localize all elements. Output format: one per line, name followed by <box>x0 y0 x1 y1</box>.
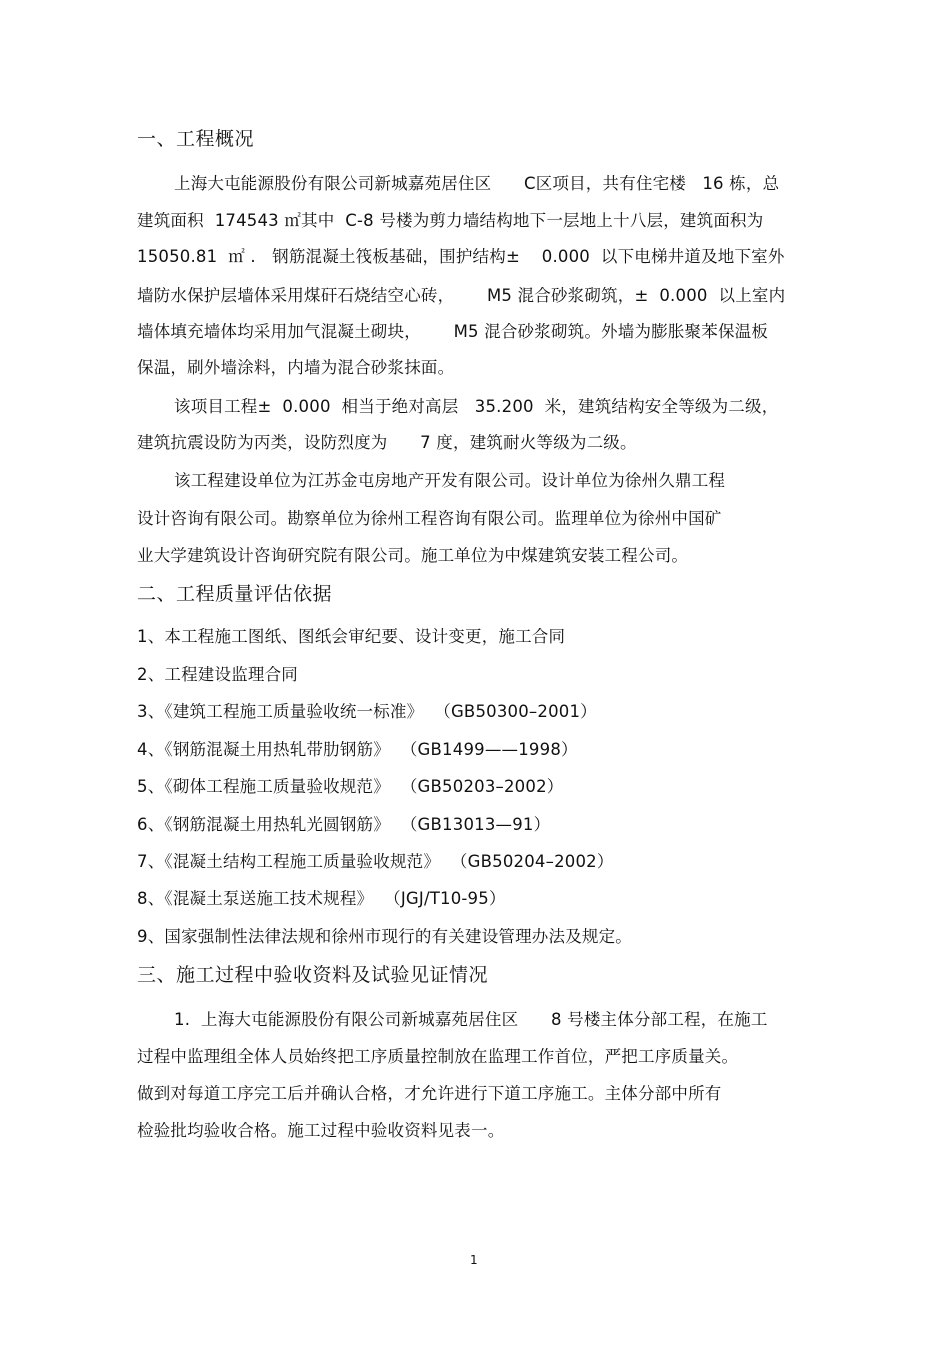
paragraph-line: 过程中监理组全体人员始终把工序质量控制放在监理工作首位，严把工序质量关。 <box>137 1047 739 1066</box>
paragraph-line: 设计咨询有限公司。勘察单位为徐州工程咨询有限公司。监理单位为徐州中国矿 <box>137 509 722 528</box>
paragraph-line: 该项目工程± 0.000 相当于绝对高层 35.200 米，建筑结构安全等级为二级， <box>174 397 779 416</box>
paragraph-line: 15050.81 ㎡ . 钢筋混凝土筏板基础，围护结构± 0.000 以下电梯井道及地下室外 <box>137 247 785 266</box>
section-1-heading: 一、工程概况 <box>137 128 255 150</box>
list-item: 1、本工程施工图纸、图纸会审纪要、设计变更，施工合同 <box>137 627 566 646</box>
list-item: 3、《建筑工程施工质量验收统一标准》 （GB50300–2001） <box>137 702 597 721</box>
paragraph-line: 保温，刷外墙涂料，内墙为混合砂浆抹面。 <box>137 358 455 377</box>
list-item: 7、《混凝土结构工程施工质量验收规范》 （GB50204–2002） <box>137 852 614 871</box>
paragraph-line: 做到对每道工序完工后并确认合格，才允许进行下道工序施工。主体分部中所有 <box>137 1084 722 1103</box>
paragraph-line: 建筑面积 174543 ㎡其中 C-8 号楼为剪力墙结构地下一层地上十八层，建筑面积为 <box>137 211 764 230</box>
list-item: 2、工程建设监理合同 <box>137 665 298 684</box>
list-item: 9、国家强制性法律法规和徐州市现行的有关建设管理办法及规定。 <box>137 927 632 946</box>
list-item: 5、《砌体工程施工质量验收规范》 （GB50203–2002） <box>137 777 564 796</box>
paragraph-line: 业大学建筑设计咨询研究院有限公司。施工单位为中煤建筑安装工程公司。 <box>137 546 689 565</box>
list-item: 8、《混凝土泵送施工技术规程》 （JGJ/T10-95） <box>137 889 506 908</box>
paragraph-line: 检验批均验收合格。施工过程中验收资料见表一。 <box>137 1121 505 1140</box>
section-2-heading: 二、工程质量评估依据 <box>137 583 333 605</box>
list-item: 4、《钢筋混凝土用热轧带肋钢筋》 （GB1499——1998） <box>137 740 578 759</box>
list-item: 6、《钢筋混凝土用热轧光圆钢筋》 （GB13013—91） <box>137 815 551 834</box>
section-3-heading: 三、施工过程中验收资料及试验见证情况 <box>137 964 489 986</box>
paragraph-line: 上海大屯能源股份有限公司新城嘉苑居住区 C区项目，共有住宅楼 16 栋，总 <box>174 174 780 193</box>
paragraph-line: 墙体填充墙体均采用加气混凝土砌块， M5 混合砂浆砌筑。外墙为膨胀聚苯保温板 <box>137 322 769 341</box>
paragraph-line: 该工程建设单位为江苏金屯房地产开发有限公司。设计单位为徐州久鼎工程 <box>174 471 726 490</box>
paragraph-line: 墙防水保护层墙体采用煤矸石烧结空心砖， M5 混合砂浆砌筑，± 0.000 以上室内 <box>137 286 786 305</box>
paragraph-line: 建筑抗震设防为丙类，设防烈度为 7 度，建筑耐火等级为二级。 <box>137 433 637 452</box>
page-number: 1 <box>470 1253 478 1267</box>
paragraph-line: 1. 上海大屯能源股份有限公司新城嘉苑居住区 8 号楼主体分部工程，在施工 <box>174 1010 768 1029</box>
